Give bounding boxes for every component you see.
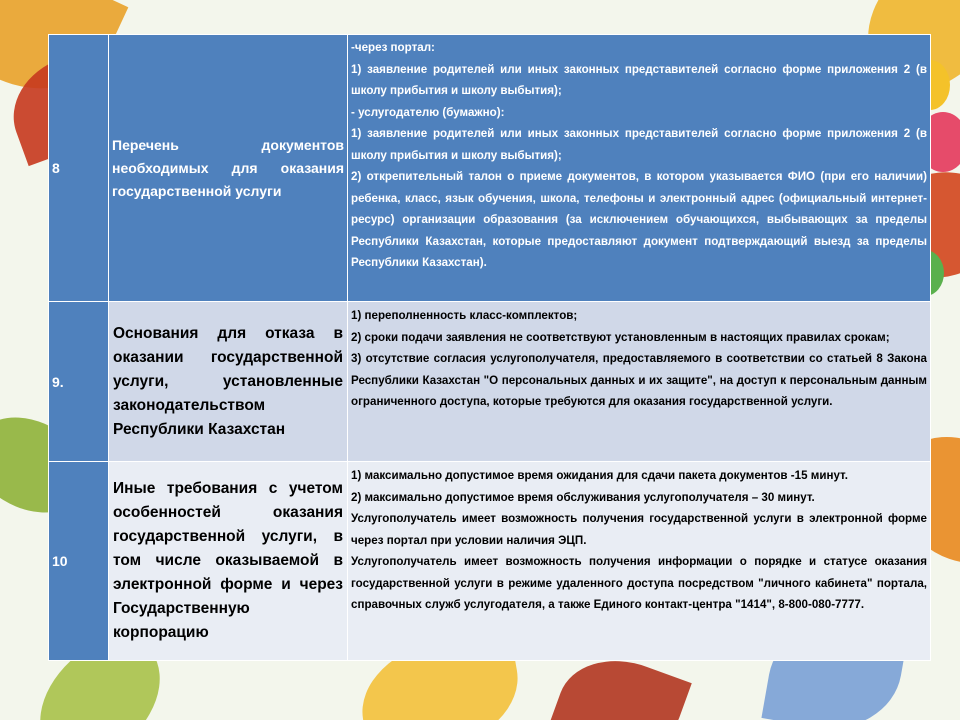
detail-line: 1) заявление родителей или иных законных представителей согласно форме приложения 2 (в школу прибытия и школу выбытия); (351, 62, 927, 97)
detail-line: 1) переполненность класс-комплектов; (351, 309, 578, 322)
row-details (348, 35, 931, 302)
services-table (48, 34, 927, 660)
table-row (49, 35, 931, 302)
table-row (49, 302, 931, 462)
detail-line: Услугополучатель имеет возможность получения государственной услуги в электронной форме через портал при условии наличия ЭЦП. (351, 512, 927, 547)
row-number: 8 (49, 35, 109, 302)
table-row (49, 462, 931, 661)
row-number: 9. (49, 302, 109, 462)
row-details (348, 462, 931, 661)
row-details (348, 302, 931, 462)
detail-line: - услугодателю (бумажно): (351, 105, 505, 119)
requirements-table (48, 34, 931, 661)
detail-line: 2) сроки подачи заявления не соответствуют установленным в настоящих правилах срокам; (351, 330, 890, 344)
detail-line: -через портал: (351, 41, 435, 54)
detail-line: 3) отсутствие согласия услугополучателя, предоставляемого в соответствии со статьей 8 Закона Республики Казахстан "О персональных данных и их защите", на доступ к персональным данным ограниченного доступа, которые требуются для оказания государственной услуги. (351, 352, 927, 408)
row-number: 10 (49, 462, 109, 661)
detail-line: 1) заявление родителей или иных законных представителей согласно форме приложения 2 (в школу прибытия и школу выбытия); (351, 127, 927, 162)
detail-line: 2) открепительный талон о приеме документов, в котором указывается ФИО (при его наличии) ребенка, класс, язык обучения, школа, телефоны и электронный адрес (официальный интернет-ресурс) организации образования (за исключением обучающихся, выбывающих за пределы Республики Казахстан, которые предоставляют документ подтверждающий выезд за пределы Республики Казахстан). (351, 170, 927, 269)
detail-line: Услугополучатель имеет возможность получения информации о порядке и статусе оказания государственной услуги в режиме удаленного доступа посредством "личного кабинета" портала, справочных служб услугодателя, а также Единого контакт-центра "1414", 8-800-080-7777. (351, 555, 927, 611)
row-title: Основания для отказа в оказании государственной услуги, установленные законодательством Республики Казахстан (109, 302, 348, 462)
detail-line: 1) максимально допустимое время ожидания для сдачи пакета документов -15 минут. (351, 469, 848, 482)
detail-line: 2) максимально допустимое время обслуживания услугополучателя – 30 минут. (351, 490, 815, 504)
row-title: Иные требования с учетом особенностей оказания государственной услуги, в том числе оказываемой в электронной форме и через Государственную корпорацию (109, 462, 348, 661)
row-title: Перечень документов необходимых для оказания государственной услуги (109, 35, 348, 302)
